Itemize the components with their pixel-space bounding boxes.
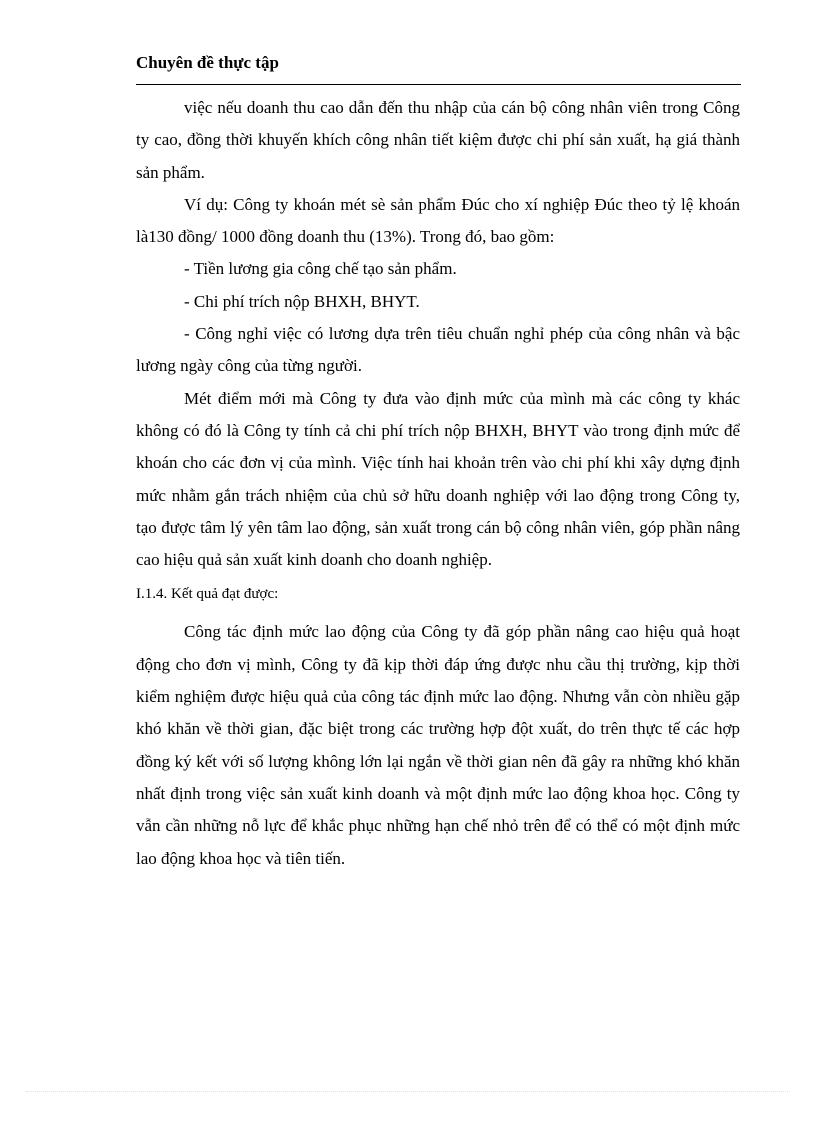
paragraph-example: Ví dụ: Công ty khoán mét sè sản phẩm Đúc cho xí nghiệp Đúc theo tỷ lệ khoán là130 đồng/ 1000 đồng doanh thu (13%). Trong đó, bao gồm: (136, 194, 740, 247)
list-item-insurance: - Chi phí trích nộp BHXH, BHYT. (184, 291, 420, 311)
paragraph-new-point: Mét điểm mới mà Công ty đưa vào định mức của mình mà các công ty khác không có đó là Công ty tính cả chi phí trích nộp BHXH, BHYT vào trong định mức để khoán cho các đơn vị của mình. Việc tính hai khoản trên vào chi phí khi xây dựng định mức nhằm gắn trách nhiệm của chủ sở hữu doanh nghiệp với lao động trong Công ty, tạo được tâm lý yên tâm lao động, sản xuất trong cán bộ công nhân viên, góp phần nâng cao hiệu quả sản xuất kinh doanh cho doanh nghiệp. (136, 388, 740, 570)
paragraph-continuation: việc nếu doanh thu cao dẫn đến thu nhập của cán bộ công nhân viên trong Công ty cao, đồng thời khuyến khích công nhân tiết kiệm được chi phí sản xuất, hạ giá thành sản phẩm. (136, 98, 740, 182)
page-bottom-divider (26, 1091, 790, 1092)
section-paragraph: Công tác định mức lao động của Công ty đã góp phần nâng cao hiệu quả hoạt động cho đơn vị mình, Công ty đã kịp thời đáp ứng được nhu cầu thị trường, kịp thời kiểm nghiệm được hiệu quả của công tác định mức lao động. Nhưng vẫn còn nhiều gặp khó khăn về thời gian, đặc biệt trong các trường hợp đột xuất, do trên thực tế các hợp đồng ký kết với số lượng không lớn lại ngắn về thời gian nên đã gây ra những khó khăn nhất định trong việc sản xuất kinh doanh và một định mức lao động khoa học. Công ty vẫn cần những nỗ lực để khắc phục những hạn chế nhỏ trên để có thể có một định mức lao động khoa học và tiên tiến. (136, 622, 740, 868)
header-divider (136, 84, 741, 85)
running-header-title: Chuyên đề thực tập (136, 53, 279, 72)
list-item-paid-leave: - Công nghỉ việc có lương dựa trên tiêu chuẩn nghỉ phép của công nhân và bậc lương ngày công của từng người. (136, 324, 740, 376)
document-body (136, 92, 740, 875)
list-item-wages: - Tiền lương gia công chế tạo sản phẩm. (184, 259, 457, 279)
section-heading: I.1.4. Kết quả đạt được: (136, 586, 279, 603)
